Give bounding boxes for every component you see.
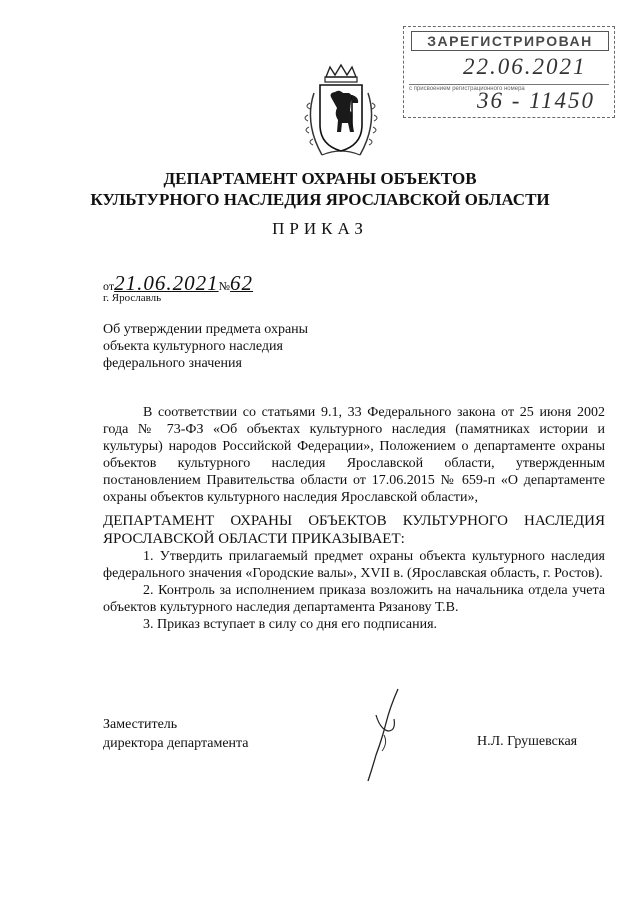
registration-stamp (403, 26, 615, 118)
order-heading: ДЕПАРТАМЕНТ ОХРАНЫ ОБЪЕКТОВ КУЛЬТУРНОГО НАСЛЕДИЯ ЯРОСЛАВСКОЙ ОБЛАСТИ ПРИКАЗЫВАЕТ: (103, 513, 605, 547)
document-body (103, 404, 605, 633)
subject-line1: Об утверждении предмета охраны (103, 322, 309, 337)
preamble-paragraph: В соответствии со статьями 9.1, 33 Федерального закона от 25 июня 2002 года № 73-ФЗ «Об объектах культурного наследия (памятниках истории и культуры) народов Российской Федерации», Положением о департаменте охраны объектов культурного наследия Ярославской области, утвержденным постановлением Правительства области от 17.06.2015 № 659-п «О департаменте охраны объектов культурного наследия Ярославской области», (103, 405, 605, 505)
document-city: г. Ярославль (103, 292, 162, 304)
department-title-line2: КУЛЬТУРНОГО НАСЛЕДИЯ ЯРОСЛАВСКОЙ ОБЛАСТИ (90, 190, 550, 209)
stamp-date: 22.06.2021 (463, 54, 587, 79)
department-title-line1: ДЕПАРТАМЕНТ ОХРАНЫ ОБЪЕКТОВ (163, 169, 477, 188)
stamp-number: 36 - 11450 (477, 88, 595, 113)
document-date: 21.06.2021 (114, 271, 219, 295)
order-item-1: 1. Утвердить прилагаемый предмет охраны объекта культурного наследия федерального значения «Городские валы», XVII в. (Ярославская область, г. Ростов). (103, 549, 605, 581)
stamp-title: ЗАРЕГИСТРИРОВАН (411, 31, 609, 51)
signer-position-line2: директора департамента (103, 736, 249, 751)
signer-position-line1: Заместитель (103, 717, 178, 732)
number-prefix: № (218, 279, 231, 293)
coat-of-arms-icon (296, 63, 386, 163)
signer-position (103, 715, 249, 753)
signer-name: Н.Л. Грушевская (477, 734, 578, 749)
subject-line3: федерального значения (103, 356, 242, 371)
date-prefix: от (103, 279, 115, 293)
document-subject (103, 321, 308, 372)
order-item-3: 3. Приказ вступает в силу со дня его подписания. (143, 617, 438, 632)
subject-line2: объекта культурного наследия (103, 339, 283, 354)
document-number: 62 (230, 271, 254, 295)
stamp-note: с присвоением регистрационного номера (409, 84, 609, 92)
order-item-2: 2. Контроль за исполнением приказа возложить на начальника отдела учета объектов культурного наследия департамента Рязанову Т.В. (103, 583, 605, 615)
department-title (0, 168, 640, 210)
document-type: ПРИКАЗ (272, 219, 368, 238)
handwritten-signature (346, 685, 426, 785)
